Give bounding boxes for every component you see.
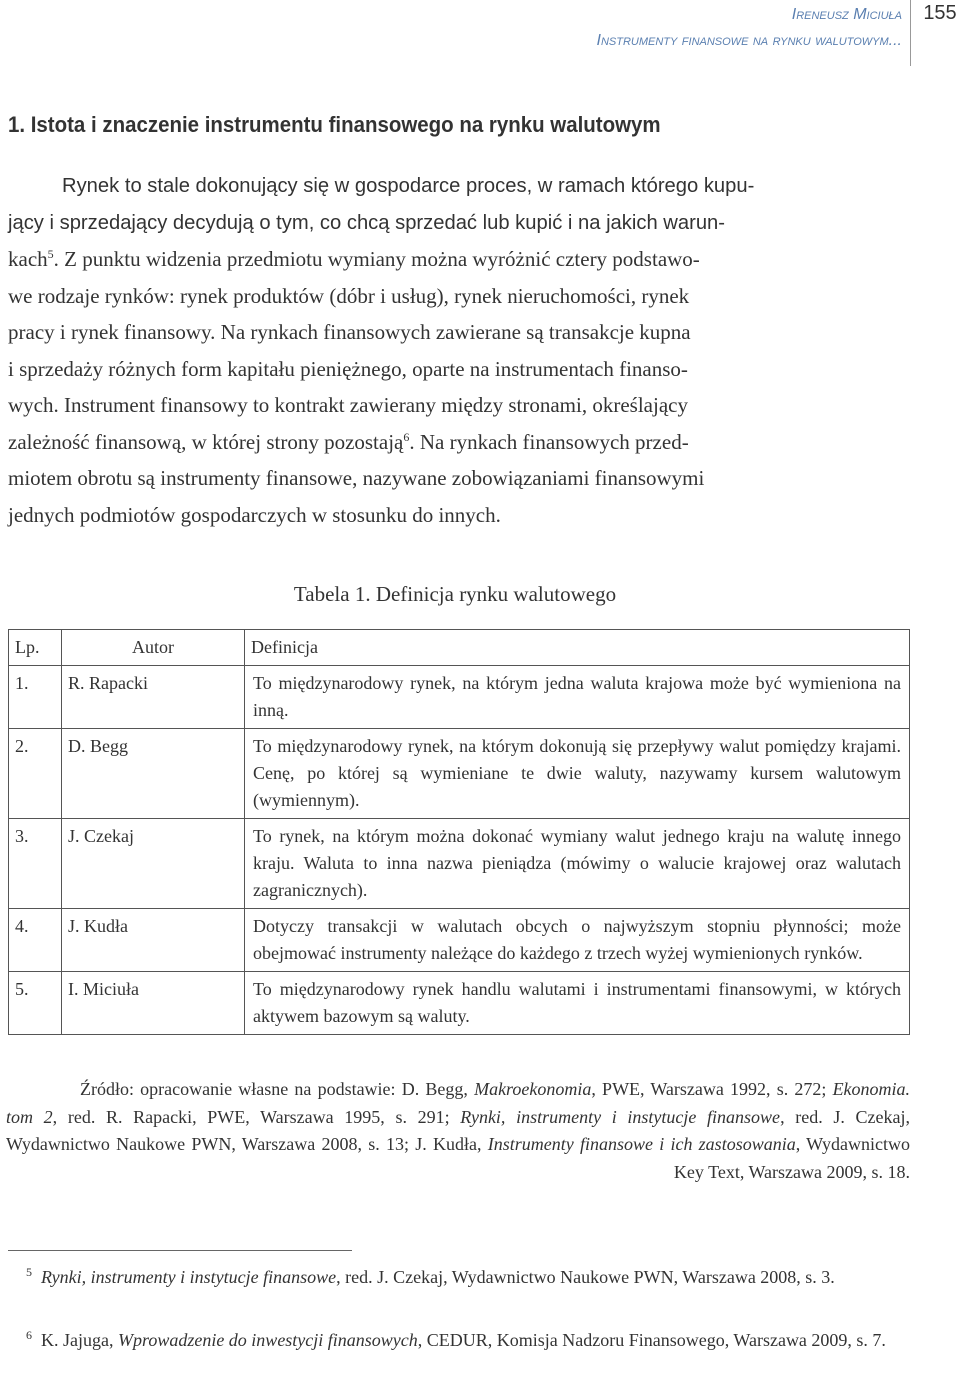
cell-definition: To międzynarodowy rynek, na którym jedna waluta krajowa może być wymieniona na inną. <box>245 666 910 729</box>
running-header <box>597 2 902 54</box>
paragraph-line: Rynek to stale dokonujący się w gospodarce proces, w ramach którego kupu- <box>62 175 755 197</box>
paragraph-line: i sprzedaży różnych form kapitału pieniężnego, oparte na instrumentach finanso- <box>8 356 688 381</box>
cell-author: J. Kudła <box>62 909 245 972</box>
paragraph-line: wych. Instrument finansowy to kontrakt zawierany między stronami, określający <box>8 393 688 417</box>
footnote-reference[interactable]: 5 <box>47 247 54 261</box>
column-header-lp: Lp. <box>9 630 62 666</box>
source-title: Makroekonomia <box>474 1079 592 1099</box>
table-row <box>9 729 910 819</box>
table-caption: Tabela 1. Definicja rynku walutowego <box>293 582 617 606</box>
source-text: , red. J. Czekaj, Wydawnictwo Naukowe PWN, Warszawa 2008, s. 13; J. Kudła, <box>6 1106 911 1154</box>
footnote-number-wrap <box>6 1267 32 1287</box>
cell-lp: 5. <box>9 972 62 1035</box>
table-row <box>9 819 910 909</box>
table-row <box>9 972 910 1035</box>
footnote-number-wrap <box>6 1330 32 1350</box>
header-divider <box>910 0 911 66</box>
cell-definition: To międzynarodowy rynek handlu walutami i instrumentami finansowymi, w których aktywem bazowym są waluty. <box>245 972 910 1035</box>
table-header-row <box>9 630 910 666</box>
cell-author: R. Rapacki <box>62 666 245 729</box>
cell-author: J. Czekaj <box>62 819 245 909</box>
footnote-title: Rynki, instrumenty i instytucje finansowe <box>41 1267 337 1287</box>
paragraph-line: miotem obrotu są instrumenty finansowe, nazywane zobowiązaniami finansowymi <box>8 466 705 490</box>
cell-definition: To międzynarodowy rynek, na którym dokonują się przepływy walut pomiędzy krajami. Cenę, po której są wymieniane te dwie waluty, nazywamy kursem walutowym (wymiennym). <box>245 729 910 819</box>
cell-author: D. Begg <box>62 729 245 819</box>
cell-definition: Dotyczy transakcji w walutach obcych o najwyższym stopniu płynności; może obejmować instrumenty należące do każdego z trzech wyżej wymienionych rynków. <box>245 909 910 972</box>
footnote-6 <box>6 1327 910 1354</box>
table-row <box>9 666 910 729</box>
paragraph-line: jednych podmiotów gospodarczych w stosunku do innych. <box>8 502 501 527</box>
footnote-number: 6 <box>26 1328 32 1342</box>
column-header-author: Autor <box>62 630 245 666</box>
source-text: D. Begg, <box>401 1079 468 1099</box>
source-title: Rynki, instrumenty i instytucje finansowe <box>460 1106 781 1127</box>
paragraph-line: we rodzaje rynków: rynek produktów (dóbr i usług), rynek nieruchomości, rynek <box>8 283 690 308</box>
header-author: Ireneusz Miciuła <box>791 6 902 23</box>
column-header-definition: Definicja <box>245 630 910 666</box>
footnote-separator <box>8 1250 352 1251</box>
paragraph-line <box>8 241 910 278</box>
footnote-text: , CEDUR, Komisja Nadzoru Finansowego, Warszawa 2009, s. 7. <box>417 1330 886 1350</box>
paragraph-line: jący i sprzedający decydują o tym, co chcą sprzedać lub kupić i na jakich warun- <box>8 211 725 234</box>
cell-author: I. Miciuła <box>62 972 245 1035</box>
footnote-text: K. Jajuga, <box>41 1330 114 1350</box>
source-title: Ekonomia. tom 2 <box>6 1079 911 1127</box>
source-text: , red. R. Rapacki, PWE, Warszawa 1995, s. 291; <box>52 1106 450 1127</box>
footnote-title: Wprowadzenie do inwestycji finansowych <box>117 1330 418 1350</box>
header-article-title: Instrumenty finansowe na rynku walutowym... <box>596 32 902 49</box>
definitions-table <box>8 629 910 1035</box>
cell-lp: 2. <box>9 729 62 819</box>
source-title: Instrumenty finansowe i ich zastosowania <box>487 1134 796 1154</box>
paragraph-text: . Na rynkach finansowych przed- <box>409 429 689 454</box>
paragraph-text: kach <box>8 247 48 271</box>
footnote-number: 5 <box>26 1265 32 1279</box>
paragraph-text: . Z punktu widzenia przedmiotu wymiany można wyróżnić cztery podstawo- <box>53 247 700 271</box>
page-number: 155 <box>923 2 957 24</box>
source-prefix: Źródło: opracowanie własne na podstawie: <box>80 1079 396 1099</box>
cell-lp: 3. <box>9 819 62 909</box>
paragraph-line <box>8 424 910 461</box>
footnote-5 <box>6 1264 910 1291</box>
footnote-reference[interactable]: 6 <box>403 429 410 444</box>
section-title: 1. Istota i znaczenie instrumentu finansowego na rynku walutowym <box>8 112 661 137</box>
source-text: , Wydawnictwo Key Text, Warszawa 2009, s. 18. <box>673 1134 911 1182</box>
table-row <box>9 909 910 972</box>
footnote-text: , red. J. Czekaj, Wydawnictwo Naukowe PWN, Warszawa 2008, s. 3. <box>336 1267 835 1287</box>
paragraph-text: zależność finansową, w której strony pozostają <box>8 429 404 454</box>
cell-lp: 1. <box>9 666 62 729</box>
table-source-note <box>6 1076 910 1186</box>
cell-lp: 4. <box>9 909 62 972</box>
source-text: , PWE, Warszawa 1992, s. 272; <box>591 1079 827 1099</box>
cell-definition: To rynek, na którym można dokonać wymiany walut jednego kraju na walutę innego kraju. Waluta to inna nazwa pieniądza (mówimy o walucie krajowej oraz walutach zagranicznych). <box>245 819 910 909</box>
paragraph-line: pracy i rynek finansowy. Na rynkach finansowych zawierane są transakcje kupna <box>8 320 691 344</box>
body-paragraph <box>8 168 910 533</box>
